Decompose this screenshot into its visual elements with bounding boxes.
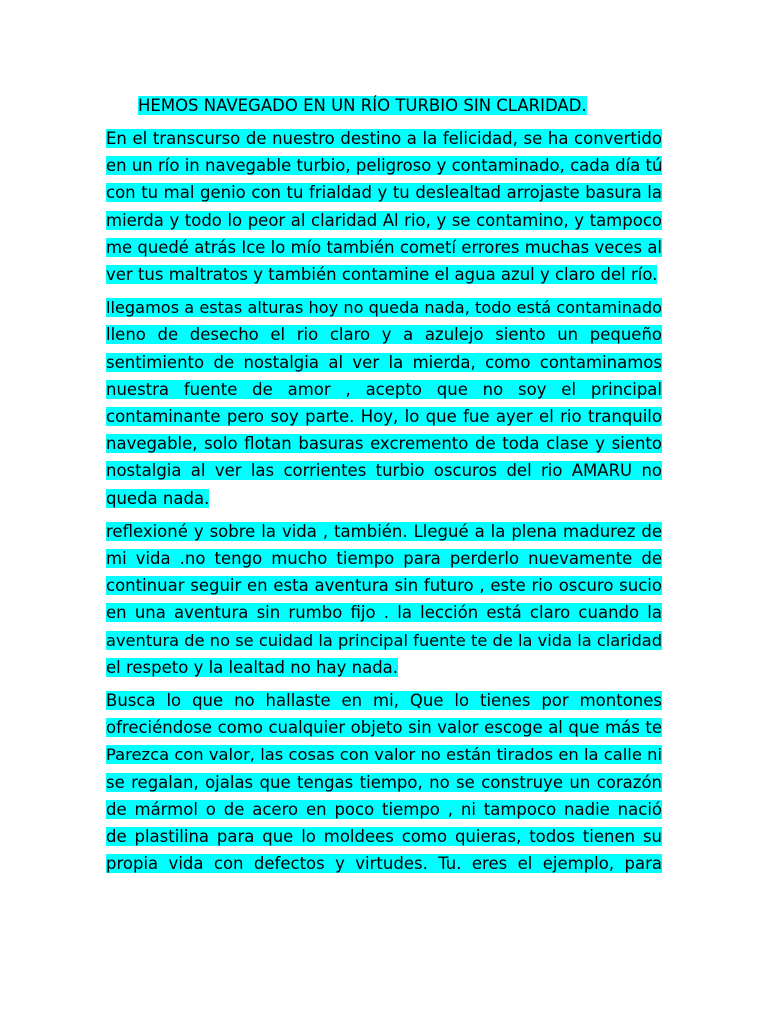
paragraph-line (106, 654, 662, 681)
line-text: continuar seguir en esta aventura sin futuro , este rio oscuro sucio (106, 576, 662, 596)
paragraph-line (106, 485, 662, 512)
line-text: contaminante pero soy parte. Hoy, lo que fue ayer el rio tranquilo (106, 407, 662, 427)
line-text: propia vida con defectos y virtudes. Tu. eres el ejemplo, para (106, 854, 662, 874)
line-text: mierda y todo lo peor al claridad Al rio, y se contamino, y tampoco (106, 210, 662, 230)
line-text: ofreciéndose como cualquier objeto sin valor escoge al que más te (106, 718, 662, 738)
paragraph-line (106, 430, 662, 457)
line-text: el respeto y la lealtad no hay nada. (106, 657, 399, 677)
paragraph-line (106, 627, 662, 654)
paragraph-line (106, 572, 662, 599)
line-text: mi vida .no tengo mucho tiempo para perderlo nuevamente de (106, 549, 662, 569)
paragraph-line (106, 376, 662, 403)
line-text: de plastilina para que lo moldees como quieras, todos tienen su (106, 827, 662, 847)
paragraph-line (106, 599, 662, 626)
paragraph-line (106, 179, 662, 206)
paragraph-line (106, 152, 662, 179)
line-text: nostalgia al ver las corrientes turbio oscuros del rio AMARU no (106, 461, 662, 481)
line-text: sentimiento de nostalgia al ver la mierda, como contaminamos (106, 352, 662, 372)
paragraph-line (106, 294, 662, 321)
paragraph-line (106, 545, 662, 572)
line-text: Parezca con valor, las cosas con valor no están tirados en la calle ni (106, 745, 662, 765)
paragraph-line (106, 321, 662, 348)
title-highlight: HEMOS NAVEGADO EN UN RÍO TURBIO SIN CLARIDAD. (138, 96, 587, 115)
paragraph-line (106, 687, 662, 714)
paragraph-line (106, 403, 662, 430)
line-text: queda nada. (106, 488, 210, 508)
paragraph-line (106, 207, 662, 234)
line-text: aventura de no se cuidad la principal fuente te de la vida la claridad (106, 630, 662, 650)
document-page (106, 92, 662, 883)
paragraph-line (106, 796, 662, 823)
line-text: lleno de desecho el rio claro y a azulejo siento un pequeño (106, 325, 662, 345)
line-text: se regalan, ojalas que tengas tiempo, no se construye un corazón (106, 772, 662, 792)
paragraph (106, 518, 662, 681)
paragraph-line (106, 518, 662, 545)
paragraph (106, 125, 662, 288)
paragraph-line (106, 125, 662, 152)
paragraph-line (106, 234, 662, 261)
line-text: En el transcurso de nuestro destino a la felicidad, se ha convertido (106, 129, 662, 148)
document-title (106, 92, 662, 119)
line-text: en un río in navegable turbio, peligroso y contaminado, cada día tú (106, 156, 663, 176)
paragraph-line (106, 714, 662, 741)
line-text: reflexioné y sobre la vida , también. Llegué a la plena madurez de (106, 521, 662, 541)
line-text: en una aventura sin rumbo fijo . la lección está claro cuando la (106, 603, 662, 623)
paragraph (106, 294, 662, 512)
paragraph-line (106, 457, 662, 484)
paragraph-line (106, 349, 662, 376)
paragraph (106, 687, 662, 877)
line-text: me quedé atrás Ice lo mío también cometí errores muchas veces al (106, 237, 662, 257)
line-text: ver tus maltratos y también contamine el agua azul y claro del río. (106, 265, 658, 285)
line-text: nuestra fuente de amor , acepto que no soy el principal (106, 379, 662, 399)
paragraph-line (106, 741, 662, 768)
paragraph-line (106, 769, 662, 796)
paragraph-line (106, 850, 662, 877)
line-text: de mármol o de acero en poco tiempo , ni tampoco nadie nació (106, 799, 662, 819)
document-body (106, 125, 662, 877)
line-text: Busca lo que no hallaste en mi, Que lo tienes por montones (106, 691, 662, 711)
paragraph-line (106, 823, 662, 850)
line-text: llegamos a estas alturas hoy no queda nada, todo está contaminado (106, 298, 662, 318)
line-text: navegable, solo flotan basuras excremento de toda clase y siento (106, 434, 662, 454)
paragraph-line (106, 261, 662, 288)
line-text: con tu mal genio con tu frialdad y tu deslealtad arrojaste basura la (106, 183, 662, 203)
